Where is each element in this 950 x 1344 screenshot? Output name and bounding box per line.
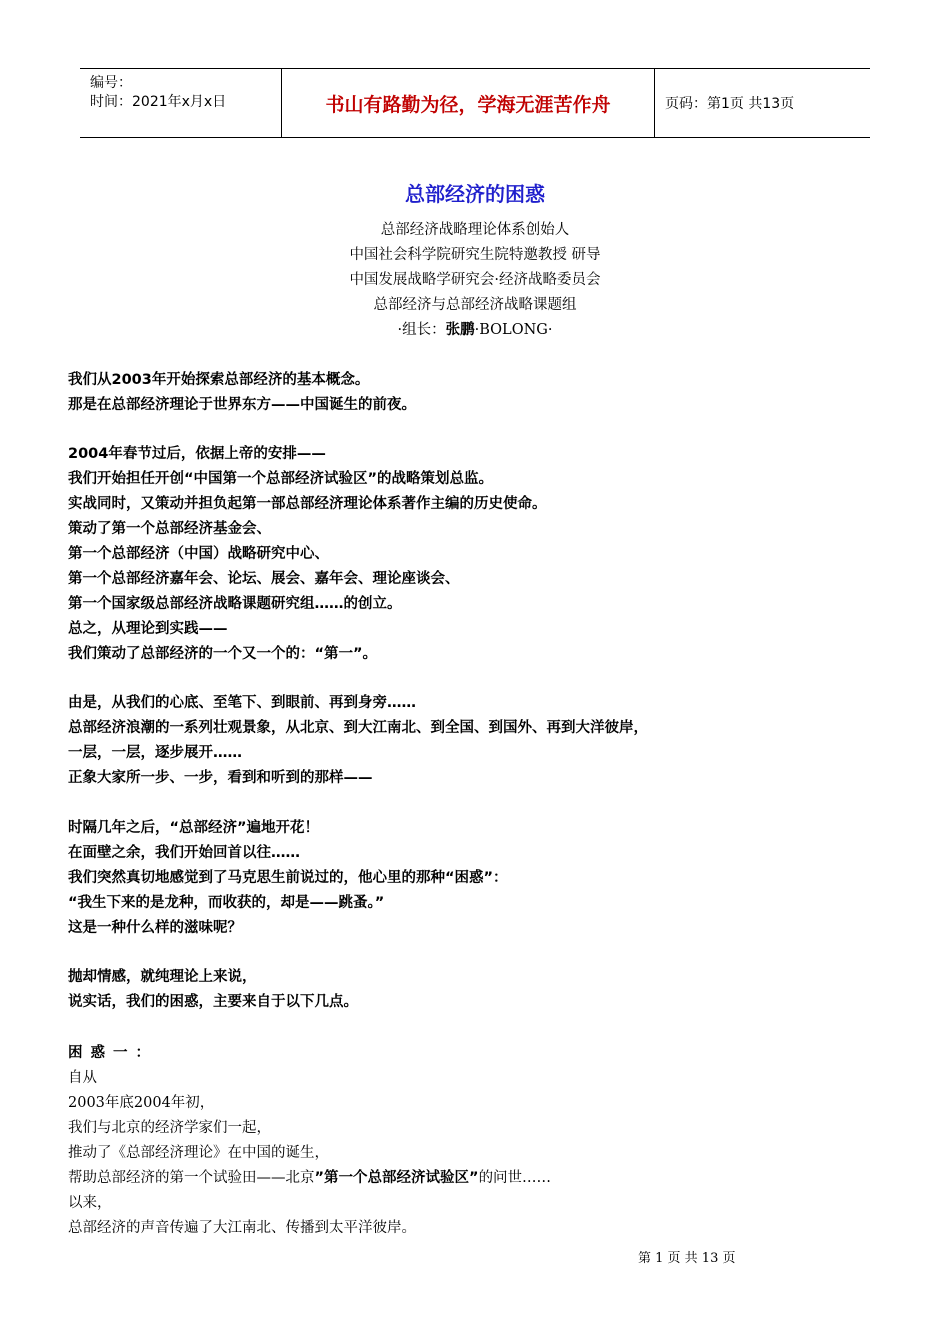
- author-prefix: ·组长：: [397, 322, 446, 338]
- body-line: 抛却情感，就纯理论上来说，: [68, 969, 257, 985]
- header-page-info: 页码：第1页 共13页: [665, 96, 795, 112]
- body-line: 自从: [68, 1070, 97, 1086]
- page-footer: 第 1 页 共 13 页: [638, 1251, 736, 1266]
- body-line: 以来，: [68, 1195, 112, 1211]
- body-line: 总部经济浪潮的一系列壮观景象，从北京、到大江南北、到全国、到国外、再到大洋彼岸，: [68, 720, 648, 736]
- document-date-label: 时间：2021年x月x日: [90, 94, 227, 110]
- body-text-segment: 帮助总部经济的第一个试验田——北京: [68, 1170, 315, 1186]
- subtitle-line: 中国社会科学院研究生院特邀教授 研导: [349, 247, 601, 263]
- author-suffix: ·BOLONG·: [474, 322, 553, 338]
- body-line: 正象大家所一步、一步，看到和听到的那样——: [68, 770, 373, 786]
- subtitle-line: 总部经济与总部经济战略课题组: [373, 297, 577, 313]
- body-line: 第一个总部经济嘉年会、论坛、展会、嘉年会、理论座谈会、: [68, 571, 460, 587]
- body-line: 我们从2003年开始探索总部经济的基本概念。: [68, 372, 370, 388]
- body-line: 实战同时，又策动并担负起第一部总部经济理论体系著作主编的历史使命。: [68, 496, 547, 512]
- header-motto-cell: [282, 69, 655, 137]
- body-line: 在面壁之余，我们开始回首以往……: [68, 845, 300, 861]
- body-line: 一层，一层，逐步展开……: [68, 745, 242, 761]
- body-line: “我生下来的是龙种，而收获的，却是——跳蚤。”: [68, 895, 385, 911]
- author-line: [0, 320, 950, 340]
- body-line-mixed: [68, 1168, 551, 1188]
- body-text-segment: 的问世……: [478, 1170, 552, 1186]
- body-line: 我们开始担任开创“中国第一个总部经济试验区”的战略策划总监。: [68, 471, 494, 487]
- header-motto: 书山有路勤为径，学海无涯苦作舟: [325, 93, 611, 116]
- subtitle-line: 总部经济战略理论体系创始人: [380, 222, 570, 238]
- header-page-cell: [655, 69, 870, 137]
- body-line: 第一个总部经济（中国）战略研究中心、: [68, 546, 329, 562]
- body-line: 由是，从我们的心底、至笔下、到眼前、再到身旁……: [68, 695, 416, 711]
- author-name: 张鹏: [445, 322, 475, 338]
- document-number-label: 编号：: [90, 75, 132, 91]
- body-line: 说实话，我们的困惑，主要来自于以下几点。: [68, 994, 358, 1010]
- body-line: 我们策动了总部经济的一个又一个的：“第一”。: [68, 646, 378, 662]
- body-line: 那是在总部经济理论于世界东方——中国诞生的前夜。: [68, 397, 416, 413]
- body-line: 推动了《总部经济理论》在中国的诞生，: [68, 1145, 329, 1161]
- header-meta-cell: [80, 69, 282, 137]
- document-title: 总部经济的困惑: [405, 182, 545, 206]
- body-line: 策动了第一个总部经济基金会、: [68, 521, 271, 537]
- section-heading: 困惑一：: [68, 1045, 158, 1061]
- body-text-segment-bold: ”第一个总部经济试验区”: [314, 1170, 479, 1186]
- body-line: 这是一种什么样的滋味呢？: [68, 920, 242, 936]
- body-line: 时隔几年之后，“总部经济”遍地开花！: [68, 820, 320, 836]
- body-line: 我们与北京的经济学家们一起，: [68, 1120, 271, 1136]
- header-table: [80, 68, 870, 138]
- subtitle-line: 中国发展战略学研究会·经济战略委员会: [349, 272, 601, 288]
- body-line: 第一个国家级总部经济战略课题研究组……的创立。: [68, 596, 402, 612]
- body-line: 总部经济的声音传遍了大江南北、传播到太平洋彼岸。: [68, 1220, 416, 1236]
- body-line: 2003年底2004年初，: [68, 1095, 215, 1111]
- body-line: 我们突然真切地感觉到了马克思生前说过的，他心里的那种“困惑”：: [68, 870, 508, 886]
- body-line: 总之，从理论到实践——: [68, 621, 228, 637]
- body-line: 2004年春节过后，依据上帝的安排——: [68, 446, 326, 462]
